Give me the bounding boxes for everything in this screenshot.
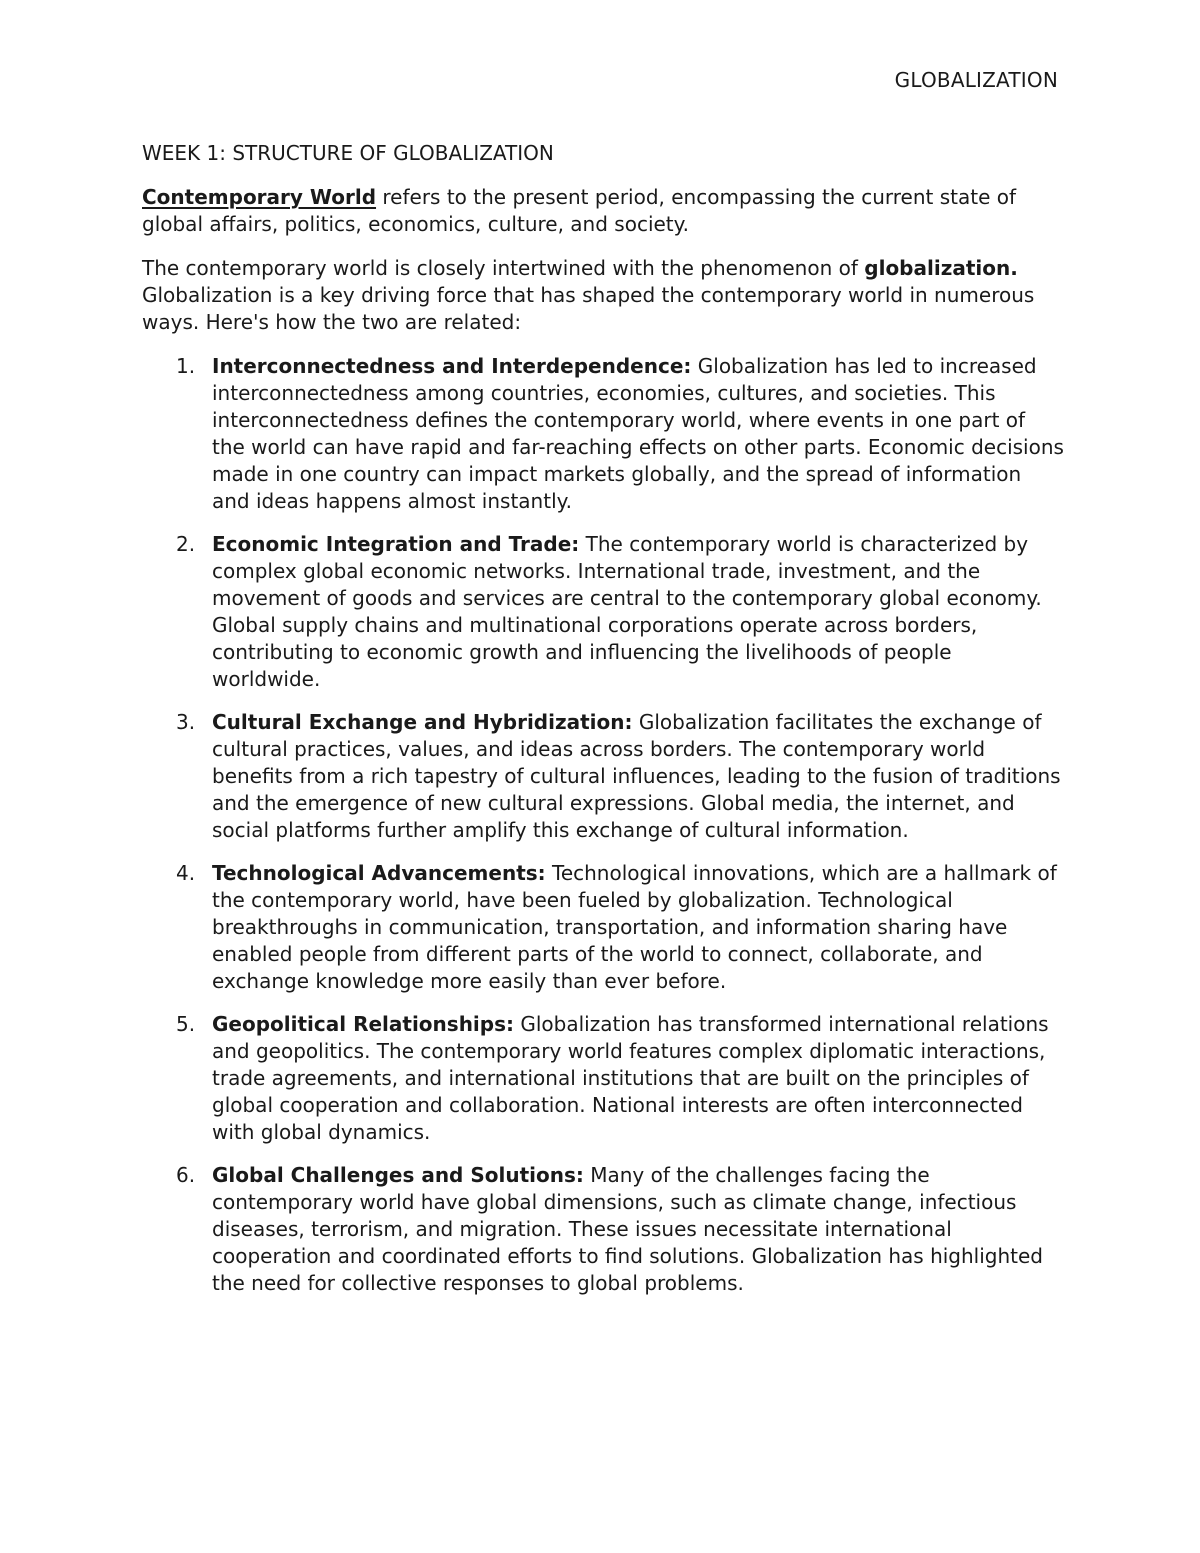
list-item [142, 709, 1064, 844]
list-item-text: Technological innovations, which are a hallmark of the contemporary world, have been fueled by globalization. Technological breakthroughs in communication, transportation, and information sharing have enabled people from different parts of the world to connect, collaborate, and exchange knowledge more easily than ever before. [212, 861, 1057, 993]
list-item-heading: Cultural Exchange and Hybridization: [212, 710, 633, 734]
intro-paragraph [142, 255, 1064, 336]
list-item-text: Many of the challenges facing the contemporary world have global dimensions, such as climate change, infectious diseases, terrorism, and migration. These issues necessitate international cooperation and coordinated efforts to find solutions. Globalization has highlighted the need for collective responses to global problems. [212, 1163, 1043, 1295]
document-body [142, 139, 1064, 1313]
list-item-heading: Global Challenges and Solutions: [212, 1163, 584, 1187]
intro-text-after: Globalization is a key driving force that has shaped the contemporary world in numerous ways. Here's how the two are related: [142, 283, 1035, 334]
list-item-text: The contemporary world is characterized by complex global economic networks. International trade, investment, and the movement of goods and services are central to the contemporary global economy. Global supply chains and multinational corporations operate across borders, contributing to economic growth and influencing the livelihoods of people worldwide. [212, 532, 1042, 691]
running-header: GLOBALIZATION [894, 68, 1058, 92]
intro-bold-term: globalization. [864, 256, 1018, 280]
list-item-heading: Technological Advancements: [212, 861, 546, 885]
list-item-heading: Interconnectedness and Interdependence: [212, 354, 692, 378]
list-item [142, 860, 1064, 995]
intro-text-before: The contemporary world is closely intertwined with the phenomenon of [142, 256, 865, 280]
week-title: WEEK 1: STRUCTURE OF GLOBALIZATION [142, 141, 554, 165]
list-item-text: Globalization has led to increased interconnectedness among countries, economies, cultures, and societies. This interconnectedness defines the contemporary world, where events in one part of the world can have rapid and far-reaching effects on other parts. Economic decisions made in one country can impact markets globally, and the spread of information and ideas happens almost instantly. [212, 354, 1064, 513]
list-item [142, 353, 1064, 515]
definition-text: refers to the present period, encompassing the current state of global affairs, politics, economics, culture, and society. [142, 185, 1017, 236]
list-item-number: 4. [176, 861, 196, 885]
list-item [142, 1162, 1064, 1297]
list-item-number: 5. [176, 1012, 196, 1036]
list-item-number: 1. [176, 354, 196, 378]
defined-term: Contemporary World [142, 185, 377, 209]
list-item-number: 2. [176, 532, 196, 556]
list-item [142, 1011, 1064, 1146]
list-item-text: Globalization has transformed international relations and geopolitics. The contemporary world features complex diplomatic interactions, trade agreements, and international institutions that are built on the principles of global cooperation and collaboration. National interests are often interconnected with global dynamics. [212, 1012, 1049, 1144]
definition-paragraph [142, 184, 1064, 238]
list-item-heading: Economic Integration and Trade: [212, 532, 580, 556]
list-item-number: 3. [176, 710, 196, 734]
list-item-text: Globalization facilitates the exchange of cultural practices, values, and ideas across borders. The contemporary world benefits from a rich tapestry of cultural influences, leading to the fusion of traditions and the emergence of new cultural expressions. Global media, the internet, and social platforms further amplify this exchange of cultural information. [212, 710, 1061, 842]
list-item [142, 531, 1064, 693]
list-item-heading: Geopolitical Relationships: [212, 1012, 515, 1036]
numbered-list [142, 353, 1064, 1297]
list-item-number: 6. [176, 1163, 196, 1187]
